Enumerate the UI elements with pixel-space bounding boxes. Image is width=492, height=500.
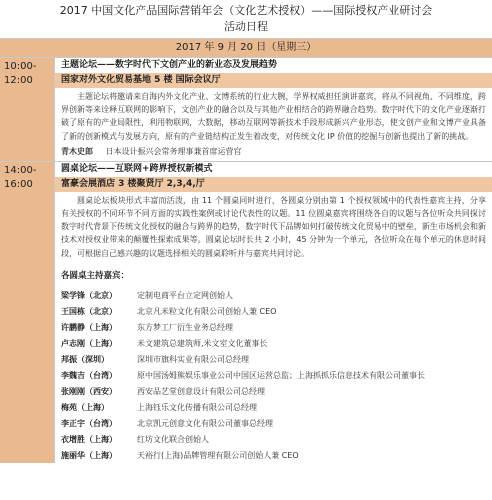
session-time: 14:00-16:00 xyxy=(0,162,55,463)
guest-name: 施丽华（上海） xyxy=(61,450,117,460)
host-title: 日本设计振兴会常务理事兼首席运营官 xyxy=(105,146,242,156)
guest-name: 李正宇（台湾） xyxy=(61,418,117,428)
guest-title: 天裕行(上海)品牌管理有限公司创始人兼 CEO xyxy=(137,450,299,460)
guests-heading: 各圆桌主持嘉宾： xyxy=(61,270,130,281)
session-content xyxy=(55,58,492,161)
guest-title: 深圳市旗科实业有限公司总经理 xyxy=(137,354,249,364)
guest-name: 卢志刚（上海） xyxy=(61,338,117,348)
guest-row xyxy=(55,415,492,431)
session-title: 主题论坛——数字时代下文创产业的新业态及发展趋势 xyxy=(61,60,278,70)
session-row-afternoon xyxy=(0,162,492,463)
guest-list xyxy=(55,287,492,463)
document-header xyxy=(0,0,492,39)
guest-name: 梅苑（上海） xyxy=(61,402,109,412)
session-content xyxy=(55,162,492,463)
guest-name: 李魏吉（台湾） xyxy=(61,370,117,380)
guest-title: 定制电商平台立定网创始人 xyxy=(137,290,233,300)
guest-name: 梁学锋（北京） xyxy=(61,290,117,300)
session-title: 圆桌论坛——互联网+跨界授权新模式 xyxy=(61,163,213,174)
guest-row xyxy=(55,447,492,463)
guest-row xyxy=(55,431,492,447)
session-row-morning xyxy=(0,58,492,162)
session-venue: 国家对外文化贸易基地 5 楼 国际会议厅 xyxy=(55,73,492,88)
document-subtitle: 活动日程 xyxy=(224,20,268,33)
session-description: 圆桌论坛板块形式丰富而活泼，由 11 个圆桌同时进行，各圆桌分别由第 1 个授权领域中的代表性嘉宾主持，分享有关授权的不同环节不同方面的实践性案例或讨论代表性的议题。11 位圆桌嘉宾将围绕各自的议题与各位听众共同探讨数字时代背景下传统文化授权的融合与跨界的趋势，数字时代下品牌如何打破传统文化贸易中的壁垒，新生市场机会和新技术对授权业带来的颠覆性探索成果等。圆桌论坛时长共 2 小时，45 分钟为一个单元，各位听众在每个单元的休息时间段，可根据自己感兴趣的议题选择相关的圆桌聆听并与嘉宾共同讨论。 xyxy=(61,195,486,258)
guest-row xyxy=(55,367,492,383)
guest-row xyxy=(55,303,492,319)
guest-title: 东方梦工厂衍生业务总经理 xyxy=(137,322,233,332)
guest-row xyxy=(55,383,492,399)
guest-row xyxy=(55,351,492,367)
guest-title: 上海钰乐文化传播有限公司总经理 xyxy=(137,402,257,412)
host-name: 青木史郎 xyxy=(61,146,93,156)
guest-row xyxy=(55,335,492,351)
document-title: 2017 中国文化产品国际营销年会（文化艺术授权）——国际授权产业研讨会 xyxy=(59,4,433,17)
guest-name: 张刚刚（西安） xyxy=(61,386,117,396)
session-description: 主题论坛将邀请来自海内外文化产业、文博系统的行业大腕，学界权威担任演讲嘉宾，将从不同视角、不同维度，跨界创新等来诠释互联网的影响下，文创产业的融合以及与其他产业相结合的跨界融合趋势。数字时代下的文化产业逐渐打破了原有的产业局限性，利用物联网，大数据，移动互联网等新技术手段形成新兴产业形态，使文创产业和文博产业具备了新的创新模式与发展方向，原有的产业链结构正发生着改变，对传统文化 IP 价值的挖掘与创新也提出了新的挑战。 xyxy=(61,92,486,141)
guest-title: 北京凯元创意文化有限公司董事总经理 xyxy=(137,418,273,428)
guest-title: 西安品艺堂创意设计有限公司总经理 xyxy=(137,386,265,396)
guest-title: 米文建筑总建筑师,米文室文化董事长 xyxy=(137,338,268,348)
guest-name: 许鹏静（上海） xyxy=(61,322,117,332)
guest-title: 北京凡米粒文化有限公司创始人兼 CEO xyxy=(137,306,277,316)
guest-row xyxy=(55,399,492,415)
session-venue: 富豪会展酒店 3 楼聚贤厅 2,3,4,厅 xyxy=(55,177,492,192)
guest-name: 衣增胜（上海） xyxy=(61,434,117,444)
date-row: 2017 年 9 月 20 日（星期三） xyxy=(0,39,492,58)
session-time: 10:00-12:00 xyxy=(0,58,55,161)
guest-row xyxy=(55,287,492,303)
session-host xyxy=(55,145,492,161)
guest-row xyxy=(55,319,492,335)
guest-name: 王国栋（北京） xyxy=(61,306,117,316)
guest-name: 邦振（深圳） xyxy=(61,354,109,364)
guest-title: 原中国汤姆熊娱乐事业公司中国区运营总监；上海抓抓乐信息技术有限公司董事长 xyxy=(137,370,425,380)
guest-title: 红坊文化联合创始人 xyxy=(137,434,209,444)
